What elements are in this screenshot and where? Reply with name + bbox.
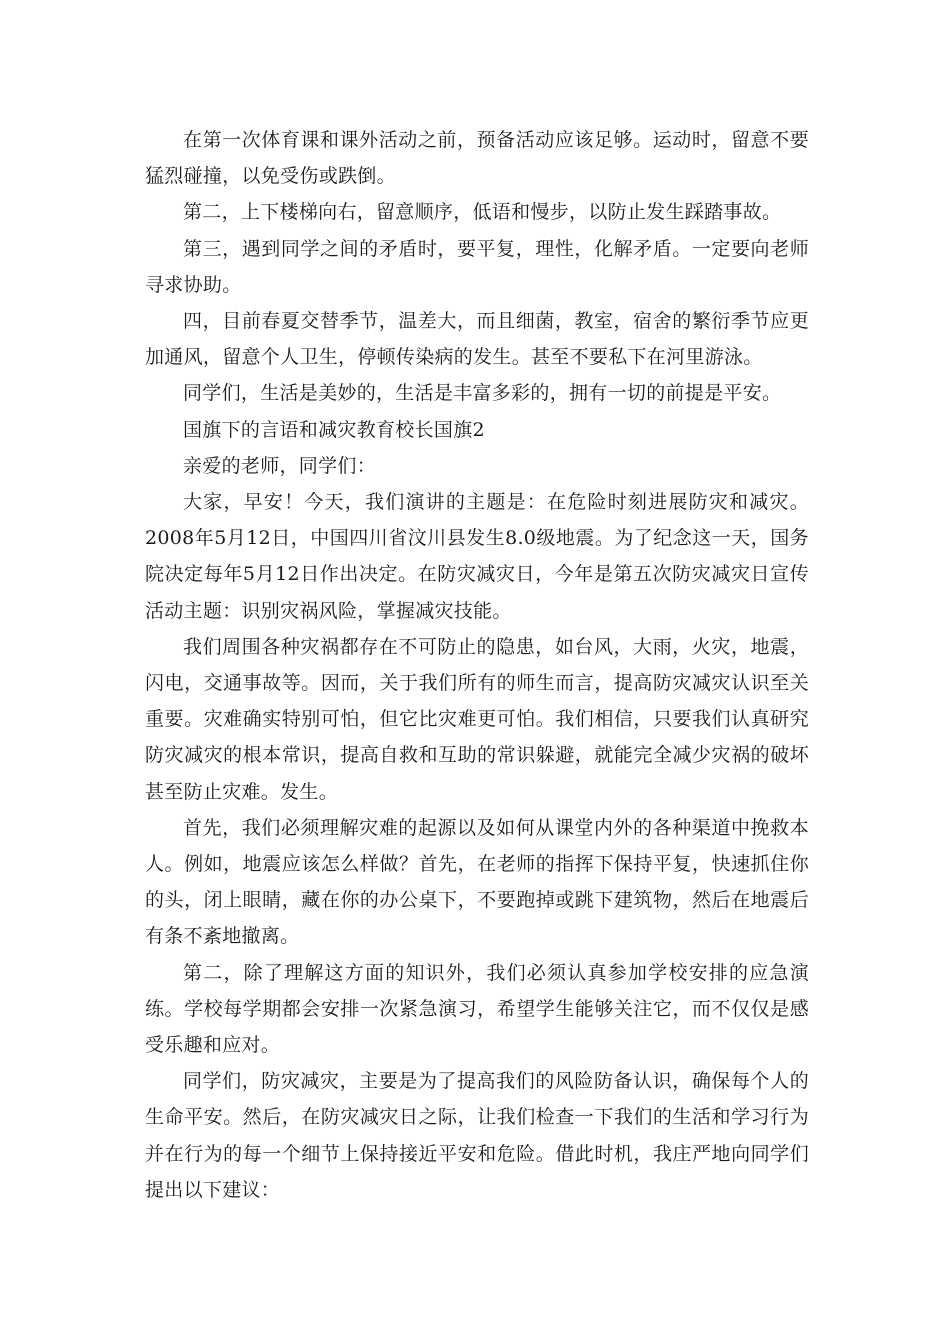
paragraph-3: 第三，遇到同学之间的矛盾时，要平复，理性，化解矛盾。一定要向老师寻求协助。 — [145, 237, 809, 296]
paragraph-1: 在第一次体育课和课外活动之前，预备活动应该足够。运动时，留意不要猛烈碰撞，以免受伤或跌倒。 — [145, 129, 809, 188]
salutation: 亲爱的老师，同学们： — [183, 454, 377, 477]
section-heading: 国旗下的言语和减灾教育校长国旗2 — [183, 418, 485, 441]
paragraph-2: 第二，上下楼梯向右，留意顺序，低语和慢步，以防止发生踩踏事故。 — [183, 201, 782, 224]
paragraph-5: 同学们，生活是美妙的，生活是丰富多彩的，拥有一切的前提是平安。 — [183, 382, 782, 405]
paragraph-9: 我们周围各种灾祸都存在不可防止的隐患，如台风，大雨，火灾，地震，闪电，交通事故等。因而，关于我们所有的师生而言，提高防灾减灾认识至关重要。灾难确实特别可怕，但它比灾难更可怕。我们相信，只要我们认真研究防灾减灾的根本常识，提高自救和互助的常识躲避，就能完全减少灾祸的破坏甚至防止灾难。发生。 — [145, 635, 809, 803]
paragraph-12: 同学们，防灾减灾，主要是为了提高我们的风险防备认识，确保每个人的生命平安。然后，在防灾减灾日之际，让我们检查一下我们的生活和学习行为并在行为的每一个细节上保持接近平安和危险。借此时机，我庄严地向同学们提出以下建议： — [145, 1070, 809, 1201]
paragraph-4: 四，目前春夏交替季节，温差大，而且细菌，教室，宿舍的繁衍季节应更加通风，留意个人卫生，停顿传染病的发生。甚至不要私下在河里游泳。 — [145, 310, 809, 369]
paragraph-11: 第二，除了理解这方面的知识外，我们必须认真参加学校安排的应急演练。学校每学期都会安排一次紧急演习，希望学生能够关注它，而不仅仅是感受乐趣和应对。 — [145, 961, 809, 1057]
document-body — [145, 122, 809, 1208]
paragraph-10: 首先，我们必须理解灾难的起源以及如何从课堂内外的各种渠道中挽救本人。例如，地震应该怎么样做？首先，在老师的指挥下保持平复，快速抓住你的头，闭上眼睛，藏在你的办公桌下，不要跑掉或跳下建筑物，然后在地震后有条不紊地撤离。 — [145, 816, 809, 948]
paragraph-8: 大家，早安！今天，我们演讲的主题是：在危险时刻进展防灾和减灾。2008年5月12日，中国四川省汶川县发生8.0级地震。为了纪念这一天，国务院决定每年5月12日作出决定。在防灾减灾日，今年是第五次防灾减灾日宣传活动主题：识别灾祸风险，掌握减灾技能。 — [145, 491, 809, 622]
